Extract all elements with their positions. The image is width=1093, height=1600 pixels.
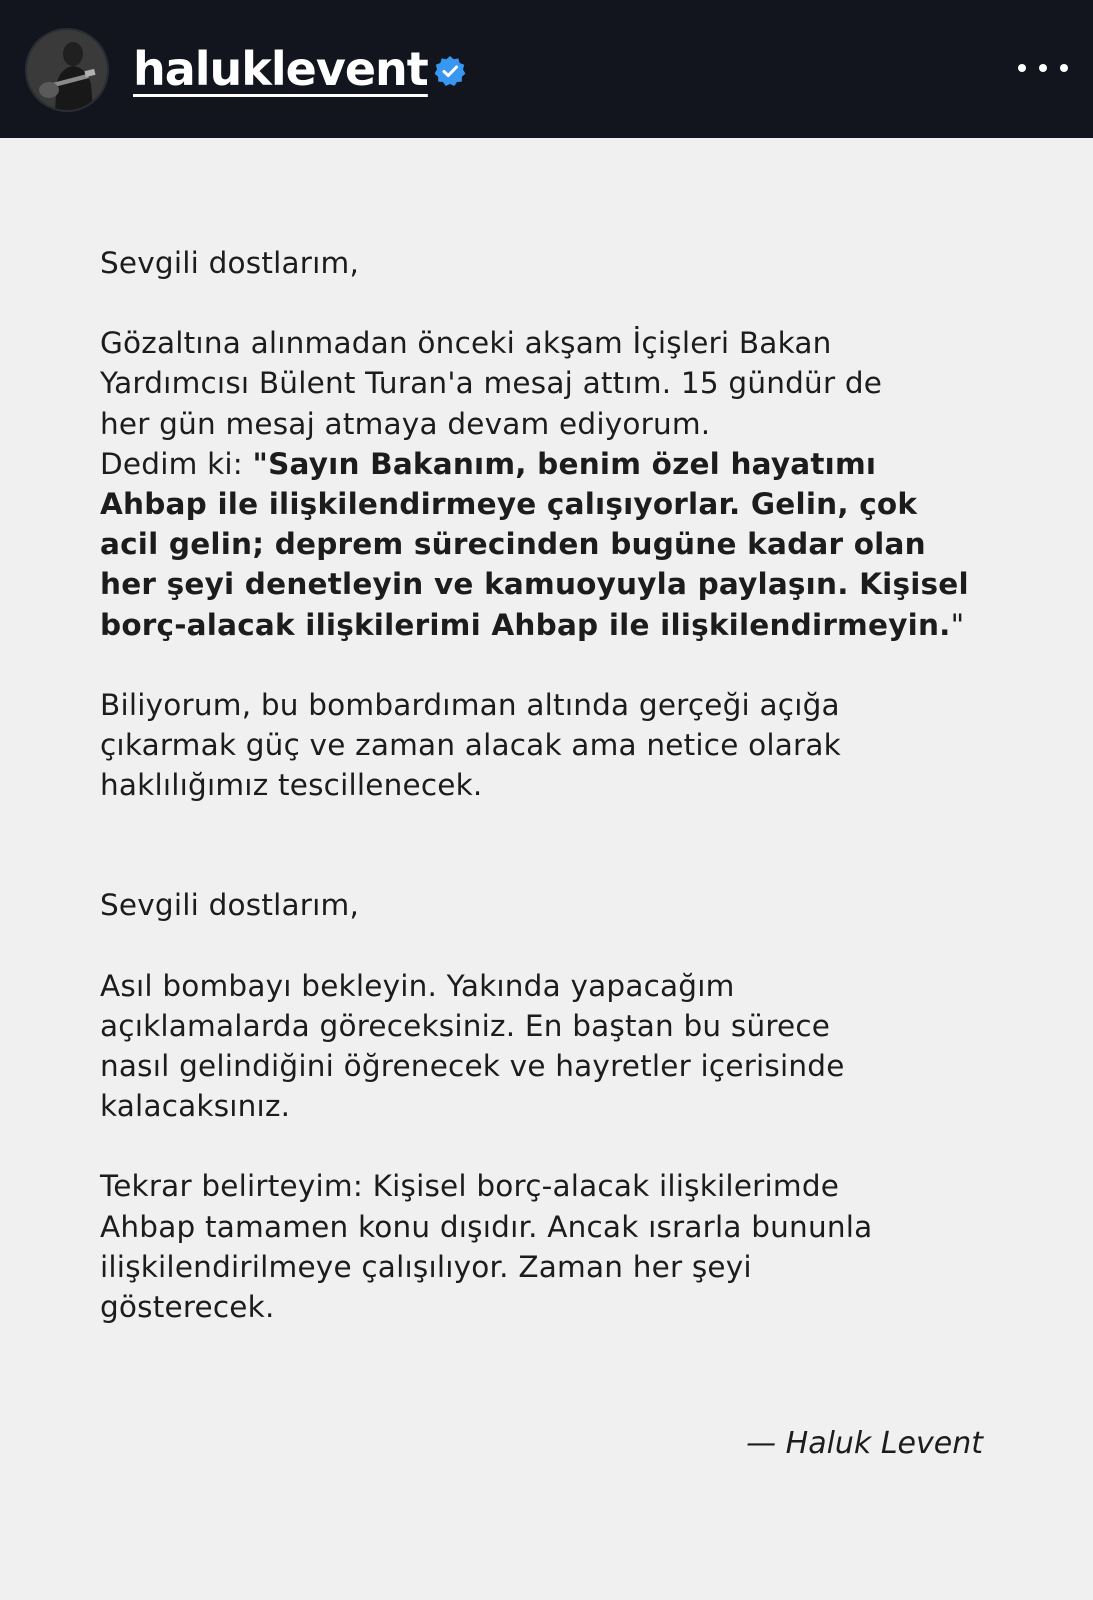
quote-close: " (950, 607, 965, 642)
greeting: Sevgili dostlarım, (100, 888, 360, 923)
profile-photo-icon (27, 30, 107, 110)
quote-line: her şeyi denetleyin ve kamuoyuyla paylaşın. Kişisel (100, 567, 969, 602)
post-header (0, 0, 1093, 138)
verified-badge-icon (434, 55, 466, 87)
quote-line (100, 444, 1000, 484)
paragraph-line: gösterecek. (100, 1290, 275, 1325)
avatar[interactable] (27, 30, 107, 110)
greeting: Sevgili dostlarım, (100, 246, 360, 280)
quote-prefix: Dedim ki: (100, 446, 253, 481)
paragraph-line: Ahbap tamamen konu dışıdır. Ancak ısrarla bununla (100, 1209, 873, 1244)
quote-text: borç-alacak ilişkilerimi Ahbap ile ilişkilendirmeyin. (100, 607, 951, 642)
more-dot (1018, 64, 1026, 72)
quote-line: Ahbap ile ilişkilendirmeye çalışıyorlar. Gelin, çok (100, 487, 918, 522)
quote-text: "Sayın Bakanım, benim özel hayatımı (252, 446, 877, 481)
paragraph-line: kalacaksınız. (100, 1089, 291, 1124)
paragraph-line: Yardımcısı Bülent Turan'a mesaj attım. 15 gündür de (100, 366, 883, 401)
more-options-icon[interactable] (1018, 56, 1068, 80)
username-link[interactable]: haluklevent (133, 42, 428, 96)
more-dot (1039, 64, 1047, 72)
paragraph-line: çıkarmak güç ve zaman alacak ama netice olarak (100, 728, 841, 763)
paragraph-line: Gözaltına alınmadan önceki akşam İçişleri Bakan (100, 326, 832, 361)
letter-body (100, 243, 1000, 1327)
paragraph-line: Biliyorum, bu bombardıman altında gerçeği açığa (100, 687, 840, 722)
paragraph-line: ilişkilendirilmeye çalışılıyor. Zaman her şeyi (100, 1249, 752, 1284)
quote-line (100, 605, 1000, 645)
paragraph-line: her gün mesaj atmaya devam ediyorum. (100, 406, 711, 441)
signature: — Haluk Levent (746, 1426, 983, 1461)
quote-line: acil gelin; deprem sürecinden bugüne kadar olan (100, 527, 926, 562)
paragraph-line: Tekrar belirteyim: Kişisel borç-alacak ilişkilerimde (100, 1169, 840, 1204)
paragraph-line: haklılığımız tescillenecek. (100, 768, 483, 803)
paragraph-line: açıklamalarda göreceksiniz. En baştan bu sürece (100, 1008, 831, 1043)
paragraph-line: Asıl bombayı bekleyin. Yakında yapacağım (100, 968, 735, 1003)
paragraph-line: nasıl gelindiğini öğrenecek ve hayretler içerisinde (100, 1049, 845, 1084)
more-dot (1060, 64, 1068, 72)
